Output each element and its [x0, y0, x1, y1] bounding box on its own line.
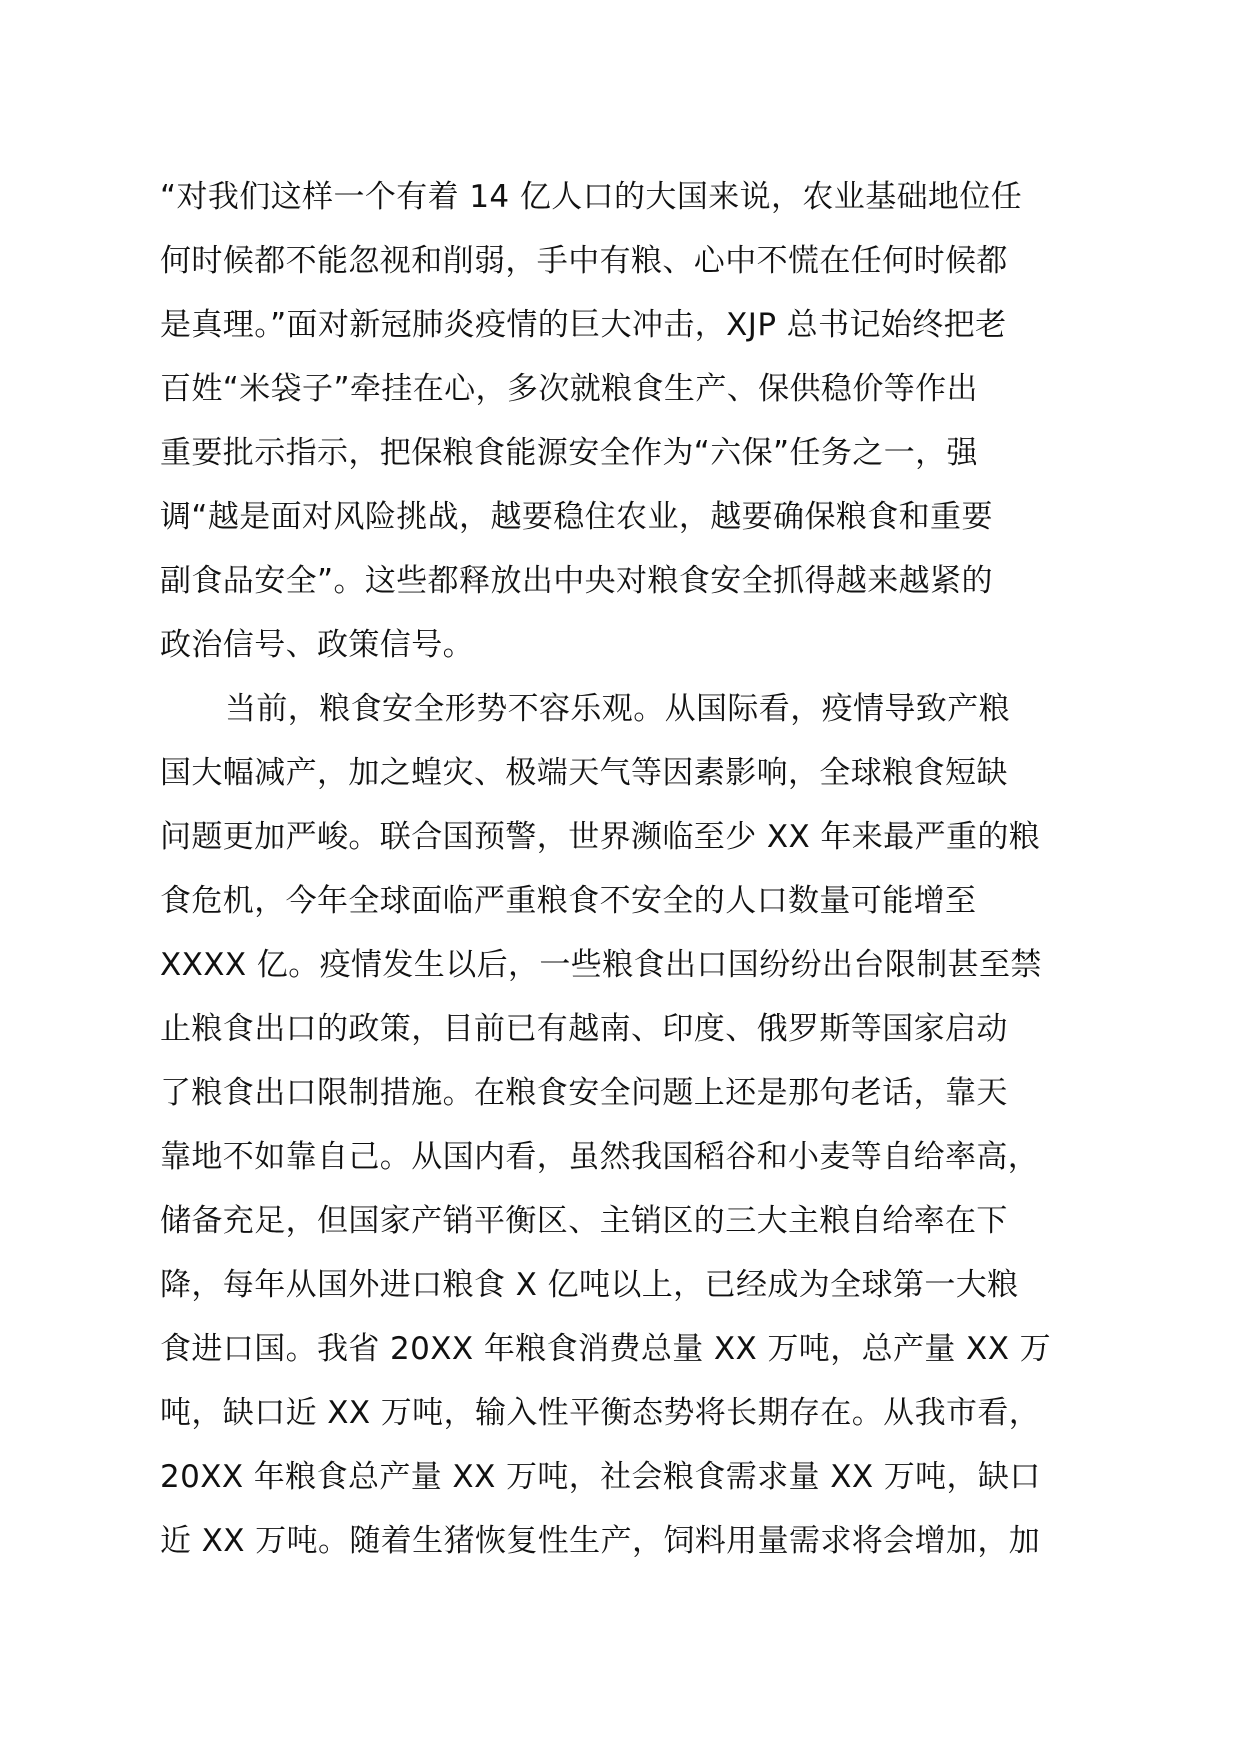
text-line-9: 当前，粮食安全形势不容乐观。从国际看，疫情导致产粮: [225, 691, 1010, 727]
text-line-14: 止粮食出口的政策，目前已有越南、印度、俄罗斯等国家启动: [160, 1011, 1008, 1047]
text-line-20: 吨，缺口近 XX 万吨，输入性平衡态势将长期存在。从我市看，: [160, 1395, 1041, 1431]
text-line-17: 储备充足，但国家产销平衡区、主销区的三大主粮自给率在下: [160, 1203, 1008, 1239]
text-line-11: 问题更加严峻。联合国预警，世界濒临至少 XX 年来最严重的粮: [160, 819, 1041, 855]
text-line-12: 食危机，今年全球面临严重粮食不安全的人口数量可能增至: [160, 883, 977, 919]
text-line-2: 何时候都不能忽视和削弱，手中有粮、心中不慌在任何时候都: [160, 243, 1008, 279]
text-line-15: 了粮食出口限制措施。在粮食安全问题上还是那句老话，靠天: [160, 1075, 1008, 1111]
text-line-8: 政治信号、政策信号。: [160, 627, 474, 663]
text-line-22: 近 XX 万吨。随着生猪恢复性生产，饲料用量需求将会增加，加: [160, 1523, 1041, 1559]
text-line-18: 降，每年从国外进口粮食 X 亿吨以上，已经成为全球第一大粮: [160, 1267, 1019, 1303]
text-line-4: 百姓“米袋子”牵挂在心，多次就粮食生产、保供稳价等作出: [160, 371, 978, 407]
text-line-3: 是真理。”面对新冠肺炎疫情的巨大冲击，XJP 总书记始终把老: [160, 307, 1007, 343]
text-line-6: 调“越是面对风险挑战，越要稳住农业，越要确保粮食和重要: [160, 499, 993, 535]
text-line-7: 副食品安全”。这些都释放出中央对粮食安全抓得越来越紧的: [160, 563, 993, 599]
text-line-21: 20XX 年粮食总产量 XX 万吨，社会粮食需求量 XX 万吨，缺口: [160, 1459, 1041, 1495]
text-line-10: 国大幅减产，加之蝗灾、极端天气等因素影响，全球粮食短缺: [160, 755, 1008, 791]
text-line-19: 食进口国。我省 20XX 年粮食消费总量 XX 万吨，总产量 XX 万: [160, 1331, 1051, 1367]
text-line-16: 靠地不如靠自己。从国内看，虽然我国稻谷和小麦等自给率高，: [160, 1139, 1040, 1175]
text-line-5: 重要批示指示，把保粮食能源安全作为“六保”任务之一，强: [160, 435, 978, 471]
text-line-1: “对我们这样一个有着 14 亿人口的大国来说，农业基础地位任: [160, 179, 1023, 215]
text-line-13: XXXX 亿。疫情发生以后，一些粮食出口国纷纷出台限制甚至禁: [160, 947, 1042, 983]
